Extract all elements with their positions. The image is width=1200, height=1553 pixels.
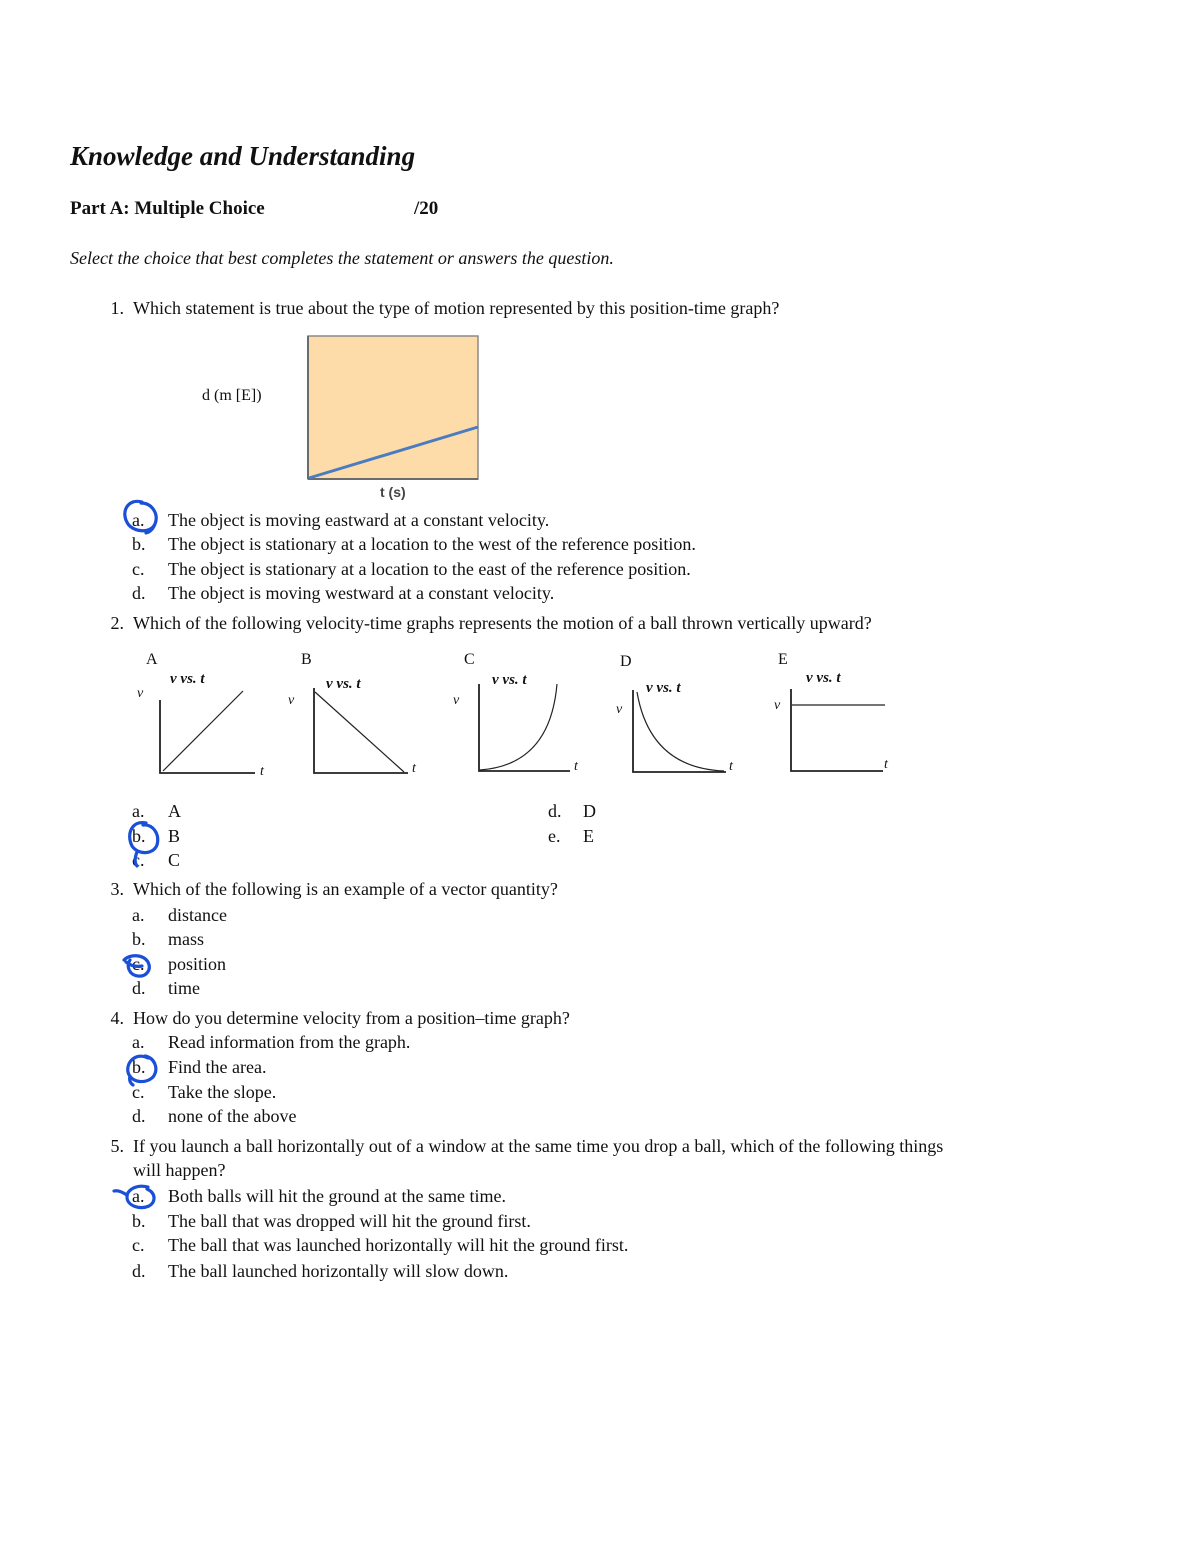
q4-option-c-text[interactable]: Take the slope. (168, 1082, 277, 1102)
q2-graph-a-label: A (146, 651, 158, 668)
q3-option-c-letter: c. (132, 954, 145, 974)
q2-graph-a-axes (160, 700, 255, 773)
q1-option-a-letter: a. (132, 510, 145, 530)
q2-graph-b-title: v vs. t (326, 676, 361, 692)
q2-graph-b-curve (315, 692, 404, 772)
q1-graph-xlabel: t (s) (380, 484, 406, 500)
q2-graph-b-xaxis: t (412, 761, 416, 776)
question-4-text: How do you determine velocity from a position–time graph? (133, 1008, 570, 1028)
q2-graph-a-title: v vs. t (170, 671, 205, 687)
part-title: Part A: Multiple Choice (70, 198, 265, 219)
q5-option-c-letter: c. (132, 1235, 145, 1255)
q2-option-c-text[interactable]: C (168, 850, 181, 870)
q2-option-a-letter: a. (132, 801, 145, 821)
q2-option-d-letter: d. (548, 801, 562, 821)
question-1-number: 1. (110, 298, 124, 318)
q2-graph-d-curve (637, 692, 724, 771)
question-5-text-line1: If you launch a ball horizontally out of a window at the same time you drop a ball, which of the following things (133, 1136, 944, 1156)
q3-option-d-letter: d. (132, 978, 146, 998)
q2-graph-a (160, 691, 255, 773)
q2-graph-c-yaxis: v (453, 693, 460, 708)
question-5-number: 5. (110, 1136, 124, 1156)
q3-option-a-letter: a. (132, 905, 145, 925)
question-3-text: Which of the following is an example of a vector quantity? (133, 879, 558, 899)
q2-option-b-text[interactable]: B (168, 826, 181, 846)
q3-option-d-text[interactable]: time (168, 978, 200, 998)
q2-graph-e-axes (791, 689, 883, 771)
q4-option-a-letter: a. (132, 1032, 145, 1052)
q2-graph-b-axes (314, 688, 408, 773)
q5-option-d-letter: d. (132, 1261, 146, 1281)
q2-graph-c-label: C (464, 651, 475, 668)
q5-option-d-text[interactable]: The ball launched horizontally will slow down. (168, 1261, 509, 1281)
q2-option-e-letter: e. (548, 826, 561, 846)
q4-option-d-letter: d. (132, 1106, 146, 1126)
q4-option-d-text[interactable]: none of the above (168, 1106, 297, 1126)
q1-option-b-text[interactable]: The object is stationary at a location to the west of the reference position. (168, 534, 696, 554)
q2-graph-d-label: D (620, 653, 632, 670)
q2-option-b-letter: b. (132, 826, 146, 846)
q2-option-d-text[interactable]: D (583, 801, 596, 821)
q2-graph-c-title: v vs. t (492, 672, 527, 688)
q3-option-b-text[interactable]: mass (168, 929, 204, 949)
q2-graph-d-axes (633, 690, 726, 772)
q1-option-c-text[interactable]: The object is stationary at a location to the east of the reference position. (168, 559, 691, 579)
q3-option-c-text[interactable]: position (168, 954, 227, 974)
q1-position-time-graph (308, 336, 478, 479)
q1-graph-ylabel: d (m [E]) (202, 387, 262, 404)
q3-option-a-text[interactable]: distance (168, 905, 227, 925)
q2-graph-c-axes (479, 684, 570, 771)
q2-graph-c-xaxis: t (574, 759, 578, 774)
q1-option-d-letter: d. (132, 583, 146, 603)
q2-graph-b (314, 688, 408, 773)
q2-graph-b-yaxis: v (288, 693, 295, 708)
instructions: Select the choice that best completes the statement or answers the question. (70, 248, 614, 268)
q3-option-b-letter: b. (132, 929, 146, 949)
q1-option-d-text[interactable]: The object is moving westward at a constant velocity. (168, 583, 555, 603)
question-1-text: Which statement is true about the type of motion represented by this position-time graph? (133, 298, 780, 318)
q2-graph-e-label: E (778, 651, 788, 668)
q4-option-b-letter: b. (132, 1057, 146, 1077)
q2-graph-d-xaxis: t (729, 759, 733, 774)
q2-option-a-text[interactable]: A (168, 801, 181, 821)
question-5-text-line2: will happen? (133, 1160, 226, 1180)
section-heading: Knowledge and Understanding (70, 141, 416, 171)
q2-graph-a-xaxis: t (260, 764, 264, 779)
part-score: /20 (414, 198, 439, 219)
q4-option-a-text[interactable]: Read information from the graph. (168, 1032, 411, 1052)
q5-option-b-letter: b. (132, 1211, 146, 1231)
question-2-number: 2. (110, 613, 124, 633)
q1-graph-data-line (309, 427, 478, 478)
q2-graph-e-xaxis: t (884, 757, 888, 772)
q2-graph-a-curve (163, 691, 243, 771)
q5-option-c-text[interactable]: The ball that was launched horizontally will hit the ground first. (168, 1235, 629, 1255)
q2-graph-d (633, 690, 726, 772)
q2-option-c-letter: c. (132, 850, 145, 870)
q2-graph-e-yaxis: v (774, 698, 781, 713)
q4-option-c-letter: c. (132, 1082, 145, 1102)
q2-option-e-text[interactable]: E (583, 826, 594, 846)
question-2-text: Which of the following velocity-time graphs represents the motion of a ball thrown vertically upward? (133, 613, 872, 633)
q5-option-a-letter: a. (132, 1186, 145, 1206)
q2-graph-c (479, 684, 570, 771)
q1-graph-area (308, 336, 478, 479)
q2-graph-e (791, 689, 885, 771)
q1-option-a-text[interactable]: The object is moving eastward at a constant velocity. (168, 510, 550, 530)
q2-graph-d-yaxis: v (616, 702, 623, 717)
q4-option-b-text[interactable]: Find the area. (168, 1057, 267, 1077)
q2-graph-a-yaxis: v (137, 686, 144, 701)
q5-option-a-text[interactable]: Both balls will hit the ground at the same time. (168, 1186, 506, 1206)
q2-graph-d-title: v vs. t (646, 680, 681, 696)
q2-graph-e-title: v vs. t (806, 670, 841, 686)
q5-option-b-text[interactable]: The ball that was dropped will hit the ground first. (168, 1211, 531, 1231)
q1-option-c-letter: c. (132, 559, 145, 579)
question-3-number: 3. (110, 879, 124, 899)
q2-graph-c-curve (480, 684, 557, 770)
question-4-number: 4. (110, 1008, 124, 1028)
q1-option-b-letter: b. (132, 534, 146, 554)
q2-graph-b-label: B (301, 651, 312, 668)
